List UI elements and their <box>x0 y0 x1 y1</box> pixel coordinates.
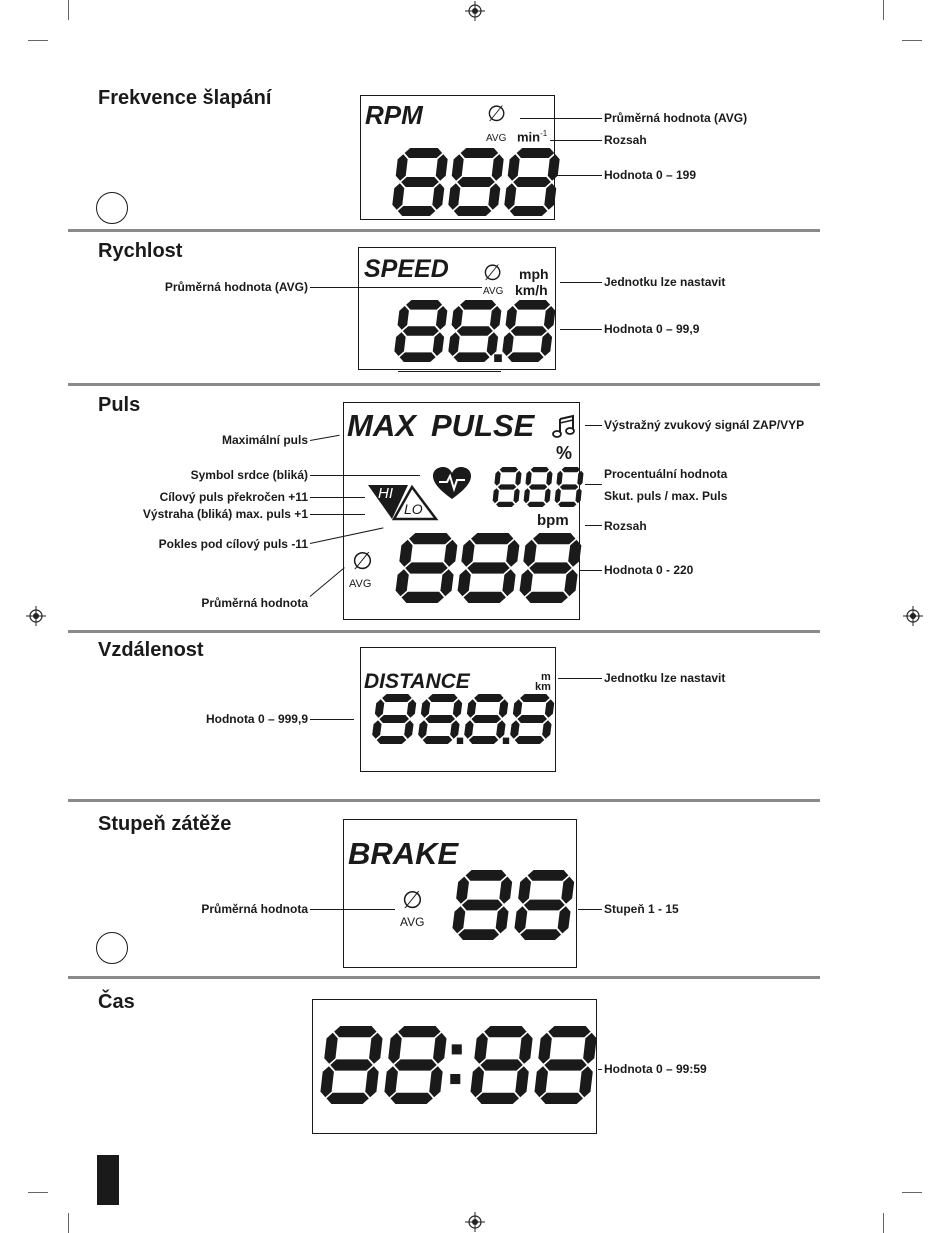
segment-a <box>531 467 549 472</box>
registration-mark-icon <box>903 606 923 626</box>
display-word-brake: BRAKE <box>348 836 459 871</box>
avg-diameter-icon: ∅ <box>402 887 423 914</box>
label-cadence-range: Rozsah <box>604 133 647 147</box>
segment-f <box>538 1033 551 1064</box>
segment-e <box>535 1066 548 1097</box>
crop-mark <box>902 40 922 41</box>
segment-e <box>458 569 471 596</box>
segment-g <box>524 900 565 911</box>
segment-g <box>401 177 439 187</box>
segment-f <box>523 540 536 567</box>
avg-text: AVG <box>349 578 372 590</box>
segment-a <box>428 694 458 702</box>
segment-b <box>568 540 581 567</box>
segment-e <box>392 183 404 210</box>
segment-d <box>398 206 436 216</box>
segment-e <box>524 488 530 503</box>
leader-line <box>310 567 345 597</box>
segment-c <box>429 1066 442 1097</box>
segment-d <box>508 352 544 362</box>
segment-g <box>529 484 547 489</box>
segment-g <box>471 715 501 723</box>
segment-d <box>510 206 548 216</box>
leader-line <box>310 435 340 441</box>
segment-f <box>525 471 531 486</box>
section-marker-circle <box>96 932 128 964</box>
label-pulse-heart: Symbol srdce (bliká) <box>190 468 308 482</box>
percent-sign: % <box>556 443 573 463</box>
segment-e <box>448 332 459 356</box>
registration-mark-icon <box>465 1212 485 1232</box>
display-word-max: MAX <box>347 408 416 443</box>
hi-text: HI <box>378 485 393 502</box>
label-pulse-warning: Výstraha (bliká) max. puls +1 <box>142 507 308 521</box>
display-word-distance: DISTANCE <box>364 670 470 693</box>
segment-c <box>564 569 577 596</box>
segment-b <box>436 306 447 330</box>
segment-c <box>487 332 498 356</box>
leader-line <box>310 514 365 515</box>
segment-f <box>456 877 469 904</box>
lcd-brake <box>343 819 577 968</box>
segment-d <box>527 502 545 507</box>
segment-f <box>508 154 520 181</box>
label-speed-unit: Jednotku lze nastavit <box>604 275 726 289</box>
segment-e <box>520 569 533 596</box>
segment-g <box>330 1059 372 1070</box>
segment-e <box>493 488 499 503</box>
segment-g <box>480 1059 522 1070</box>
segment-g <box>513 177 551 187</box>
segment-g <box>560 484 578 489</box>
label-speed-avg: Průměrná hodnota (AVG) <box>164 280 308 294</box>
section-divider <box>68 383 820 386</box>
segment-b <box>407 699 416 718</box>
label-pulse-alarm: Výstražný zvukový signál ZAP/VYP <box>604 418 805 432</box>
segment-d <box>520 929 561 940</box>
segment-d <box>402 592 444 603</box>
section-divider <box>68 630 820 633</box>
leader-line <box>598 1069 602 1070</box>
segment-e <box>418 720 427 739</box>
segment-b <box>453 699 462 718</box>
segment-c <box>404 720 413 739</box>
segment-c <box>575 488 581 503</box>
segment-f <box>421 699 430 718</box>
segment-d <box>390 1093 432 1104</box>
leader-line <box>585 425 602 426</box>
hi-lo-indicator <box>364 483 440 521</box>
segment-b <box>519 1033 532 1064</box>
segment-f <box>513 699 522 718</box>
avg-text: AVG <box>483 286 504 297</box>
label-brake-level: Stupeň 1 - 15 <box>604 902 679 916</box>
segment-b <box>577 471 583 486</box>
segment-f <box>506 306 517 330</box>
segment-g <box>462 900 503 911</box>
segment-g <box>403 326 439 336</box>
colon-dot <box>452 1044 462 1054</box>
segment-c <box>502 569 515 596</box>
music-note-icon <box>552 415 576 439</box>
segment-a <box>500 467 518 472</box>
registration-mark-icon <box>465 1 485 21</box>
lo-text: LO <box>404 501 423 517</box>
segment-f <box>467 699 476 718</box>
crop-mark <box>68 0 69 20</box>
digits-cadence <box>391 148 561 220</box>
segment-d <box>326 1093 368 1104</box>
label-brake-avg: Průměrná hodnota <box>201 902 308 916</box>
section-divider <box>68 976 820 979</box>
label-distance-value: Hodnota 0 – 999,9 <box>205 712 308 726</box>
segment-g <box>405 562 447 573</box>
segment-b <box>490 306 501 330</box>
label-pulse-range: Rozsah <box>604 519 647 533</box>
section-divider <box>68 799 820 802</box>
segment-c <box>432 183 444 210</box>
leader-line <box>553 175 602 176</box>
avg-text: AVG <box>400 915 425 929</box>
leader-line <box>585 484 602 485</box>
segment-b <box>548 154 560 181</box>
digits-brake <box>451 870 581 944</box>
display-word-pulse: PULSE <box>431 408 535 443</box>
label-cadence-value: Hodnota 0 – 199 <box>604 168 697 182</box>
leader-line <box>580 570 602 571</box>
segment-d <box>541 1093 583 1104</box>
segment-c <box>365 1066 378 1097</box>
leader-line <box>560 282 602 283</box>
segment-a <box>466 870 507 881</box>
leader-line <box>578 909 602 910</box>
registration-mark-icon <box>26 606 46 626</box>
segment-d <box>458 929 499 940</box>
segment-a <box>533 533 575 544</box>
unit-m: m <box>541 671 551 683</box>
segment-c <box>513 488 519 503</box>
segment-e <box>372 720 381 739</box>
segment-a <box>382 694 412 702</box>
unit-min <box>517 129 547 144</box>
segment-g <box>394 1059 436 1070</box>
segment-f <box>399 540 412 567</box>
segment-b <box>561 877 574 904</box>
segment-g <box>457 326 493 336</box>
crop-mark <box>28 1192 48 1193</box>
segment-a <box>520 694 550 702</box>
segment-e <box>448 183 460 210</box>
page-tab <box>97 1155 119 1205</box>
crop-mark <box>28 40 48 41</box>
segment-a <box>334 1026 376 1037</box>
lcd-speed-underline <box>398 371 501 372</box>
lcd-pulse <box>343 402 580 620</box>
label-time-value: Hodnota 0 – 99:59 <box>604 1062 707 1076</box>
digits-pulse-small <box>492 467 582 511</box>
segment-a <box>514 300 550 310</box>
segment-d <box>558 502 576 507</box>
unit-min-sup: -1 <box>540 129 548 138</box>
segment-g <box>511 326 547 336</box>
segment-e <box>555 488 561 503</box>
display-word-speed: SPEED <box>364 255 449 283</box>
segment-c <box>496 906 509 933</box>
segment-d <box>496 502 514 507</box>
segment-c <box>541 332 552 356</box>
segment-c <box>544 488 550 503</box>
segment-a <box>548 1026 590 1037</box>
section-marker-circle <box>96 192 128 224</box>
unit-min-text: min <box>517 129 541 145</box>
unit-km: km <box>535 681 551 693</box>
segment-c <box>488 183 500 210</box>
segment-c <box>450 720 459 739</box>
section-title-time: Čas <box>98 991 135 1013</box>
segment-b <box>583 1033 596 1064</box>
segment-d <box>464 592 506 603</box>
segment-b <box>546 471 552 486</box>
segment-c <box>542 720 551 739</box>
segment-b <box>545 699 554 718</box>
segment-e <box>471 1066 484 1097</box>
segment-g <box>457 177 495 187</box>
segment-b <box>436 154 448 181</box>
segment-e <box>504 183 516 210</box>
label-distance-unit: Jednotku lze nastavit <box>604 671 726 685</box>
display-word-rpm: RPM <box>365 100 423 130</box>
unit-mph: mph <box>519 266 549 282</box>
crop-mark <box>883 1213 884 1233</box>
leader-line <box>310 719 354 720</box>
label-pulse-hi: Cílový puls překročen +11 <box>159 490 308 504</box>
crop-mark <box>902 1192 922 1193</box>
segment-f <box>398 306 409 330</box>
segment-e <box>464 720 473 739</box>
segment-a <box>405 148 443 158</box>
segment-c <box>440 569 453 596</box>
segment-a <box>562 467 580 472</box>
segment-b <box>492 154 504 181</box>
segment-e <box>396 569 409 596</box>
segment-f <box>474 1033 487 1064</box>
unit-kmh: km/h <box>515 282 548 298</box>
lcd-distance <box>360 647 556 772</box>
segment-c <box>496 720 505 739</box>
segment-f <box>556 471 562 486</box>
crop-mark <box>883 0 884 20</box>
leader-line <box>310 497 365 498</box>
lcd-speed <box>358 247 556 370</box>
segment-a <box>471 533 513 544</box>
segment-d <box>526 592 568 603</box>
segment-g <box>379 715 409 723</box>
segment-c <box>558 906 571 933</box>
segment-b <box>433 1033 446 1064</box>
label-pulse-ratio: Skut. puls / max. Puls <box>604 489 728 503</box>
segment-a <box>474 694 504 702</box>
segment-g <box>544 1059 586 1070</box>
segment-b <box>499 877 512 904</box>
avg-diameter-icon: ∅ <box>487 101 507 126</box>
segment-a <box>528 870 569 881</box>
segment-d <box>377 736 407 744</box>
segment-b <box>444 540 457 567</box>
crop-mark <box>68 1213 69 1233</box>
segment-d <box>400 352 436 362</box>
leader-line <box>310 475 420 476</box>
section-title-distance: Vzdálenost <box>98 639 204 661</box>
segment-g <box>529 562 571 573</box>
decimal-point <box>494 354 502 362</box>
section-title-cadence: Frekvence šlapání <box>98 87 272 109</box>
segment-d <box>469 736 499 744</box>
unit-bpm: bpm <box>537 512 569 529</box>
segment-a <box>517 148 555 158</box>
segment-d <box>423 736 453 744</box>
section-title-brake: Stupeň zátěže <box>98 813 232 835</box>
leader-line <box>310 287 482 288</box>
label-cadence-avg: Průměrná hodnota (AVG) <box>604 111 748 125</box>
digits-pulse-big <box>394 533 584 607</box>
segment-b <box>506 540 519 567</box>
lcd-cadence <box>360 95 555 220</box>
segment-g <box>425 715 455 723</box>
segment-d <box>454 206 492 216</box>
avg-diameter-icon: ∅ <box>352 548 373 575</box>
segment-f <box>452 154 464 181</box>
digits-speed <box>393 300 563 366</box>
segment-g <box>498 484 516 489</box>
label-pulse-avg: Průměrná hodnota <box>201 596 308 610</box>
segment-f <box>461 540 474 567</box>
label-pulse-percent: Procentuální hodnota <box>604 467 728 481</box>
leader-line <box>520 118 602 119</box>
segment-e <box>394 332 405 356</box>
segment-a <box>460 300 496 310</box>
leader-line <box>558 678 602 679</box>
segment-e <box>510 720 519 739</box>
colon-dot <box>450 1074 460 1084</box>
leader-line <box>310 909 395 910</box>
segment-f <box>452 306 463 330</box>
segment-f <box>375 699 384 718</box>
segment-a <box>406 300 442 310</box>
segment-e <box>514 906 527 933</box>
segment-a <box>398 1026 440 1037</box>
label-speed-value: Hodnota 0 – 99,9 <box>604 322 700 336</box>
label-pulse-lo: Pokles pod cílový puls -11 <box>158 537 308 551</box>
section-title-speed: Rychlost <box>98 240 183 262</box>
segment-f <box>388 1033 401 1064</box>
segment-f <box>518 877 531 904</box>
segment-c <box>515 1066 528 1097</box>
segment-e <box>320 1066 333 1097</box>
label-pulse-value: Hodnota 0 - 220 <box>604 563 694 577</box>
segment-d <box>515 736 545 744</box>
segment-f <box>396 154 408 181</box>
segment-e <box>452 906 465 933</box>
decimal-point <box>503 738 509 744</box>
segment-c <box>579 1066 592 1097</box>
segment-d <box>477 1093 519 1104</box>
label-pulse-max: Maximální puls <box>221 433 308 447</box>
segment-c <box>544 183 556 210</box>
segment-f <box>324 1033 337 1064</box>
segment-b <box>515 471 521 486</box>
segment-b <box>499 699 508 718</box>
segment-g <box>467 562 509 573</box>
digits-time <box>319 1026 599 1108</box>
decimal-point <box>457 738 463 744</box>
digits-distance <box>371 694 561 748</box>
segment-a <box>409 533 451 544</box>
leader-line <box>560 329 602 330</box>
segment-d <box>454 352 490 362</box>
segment-a <box>461 148 499 158</box>
segment-f <box>494 471 500 486</box>
lcd-time <box>312 999 597 1134</box>
leader-line <box>550 140 602 141</box>
segment-e <box>502 332 513 356</box>
segment-b <box>369 1033 382 1064</box>
segment-a <box>484 1026 526 1037</box>
segment-e <box>384 1066 397 1097</box>
segment-g <box>517 715 547 723</box>
segment-b <box>544 306 555 330</box>
avg-text: AVG <box>486 133 507 144</box>
segment-c <box>433 332 444 356</box>
leader-line <box>585 525 602 526</box>
section-title-pulse: Puls <box>98 394 141 416</box>
section-divider <box>68 229 820 232</box>
avg-diameter-icon: ∅ <box>483 260 503 285</box>
